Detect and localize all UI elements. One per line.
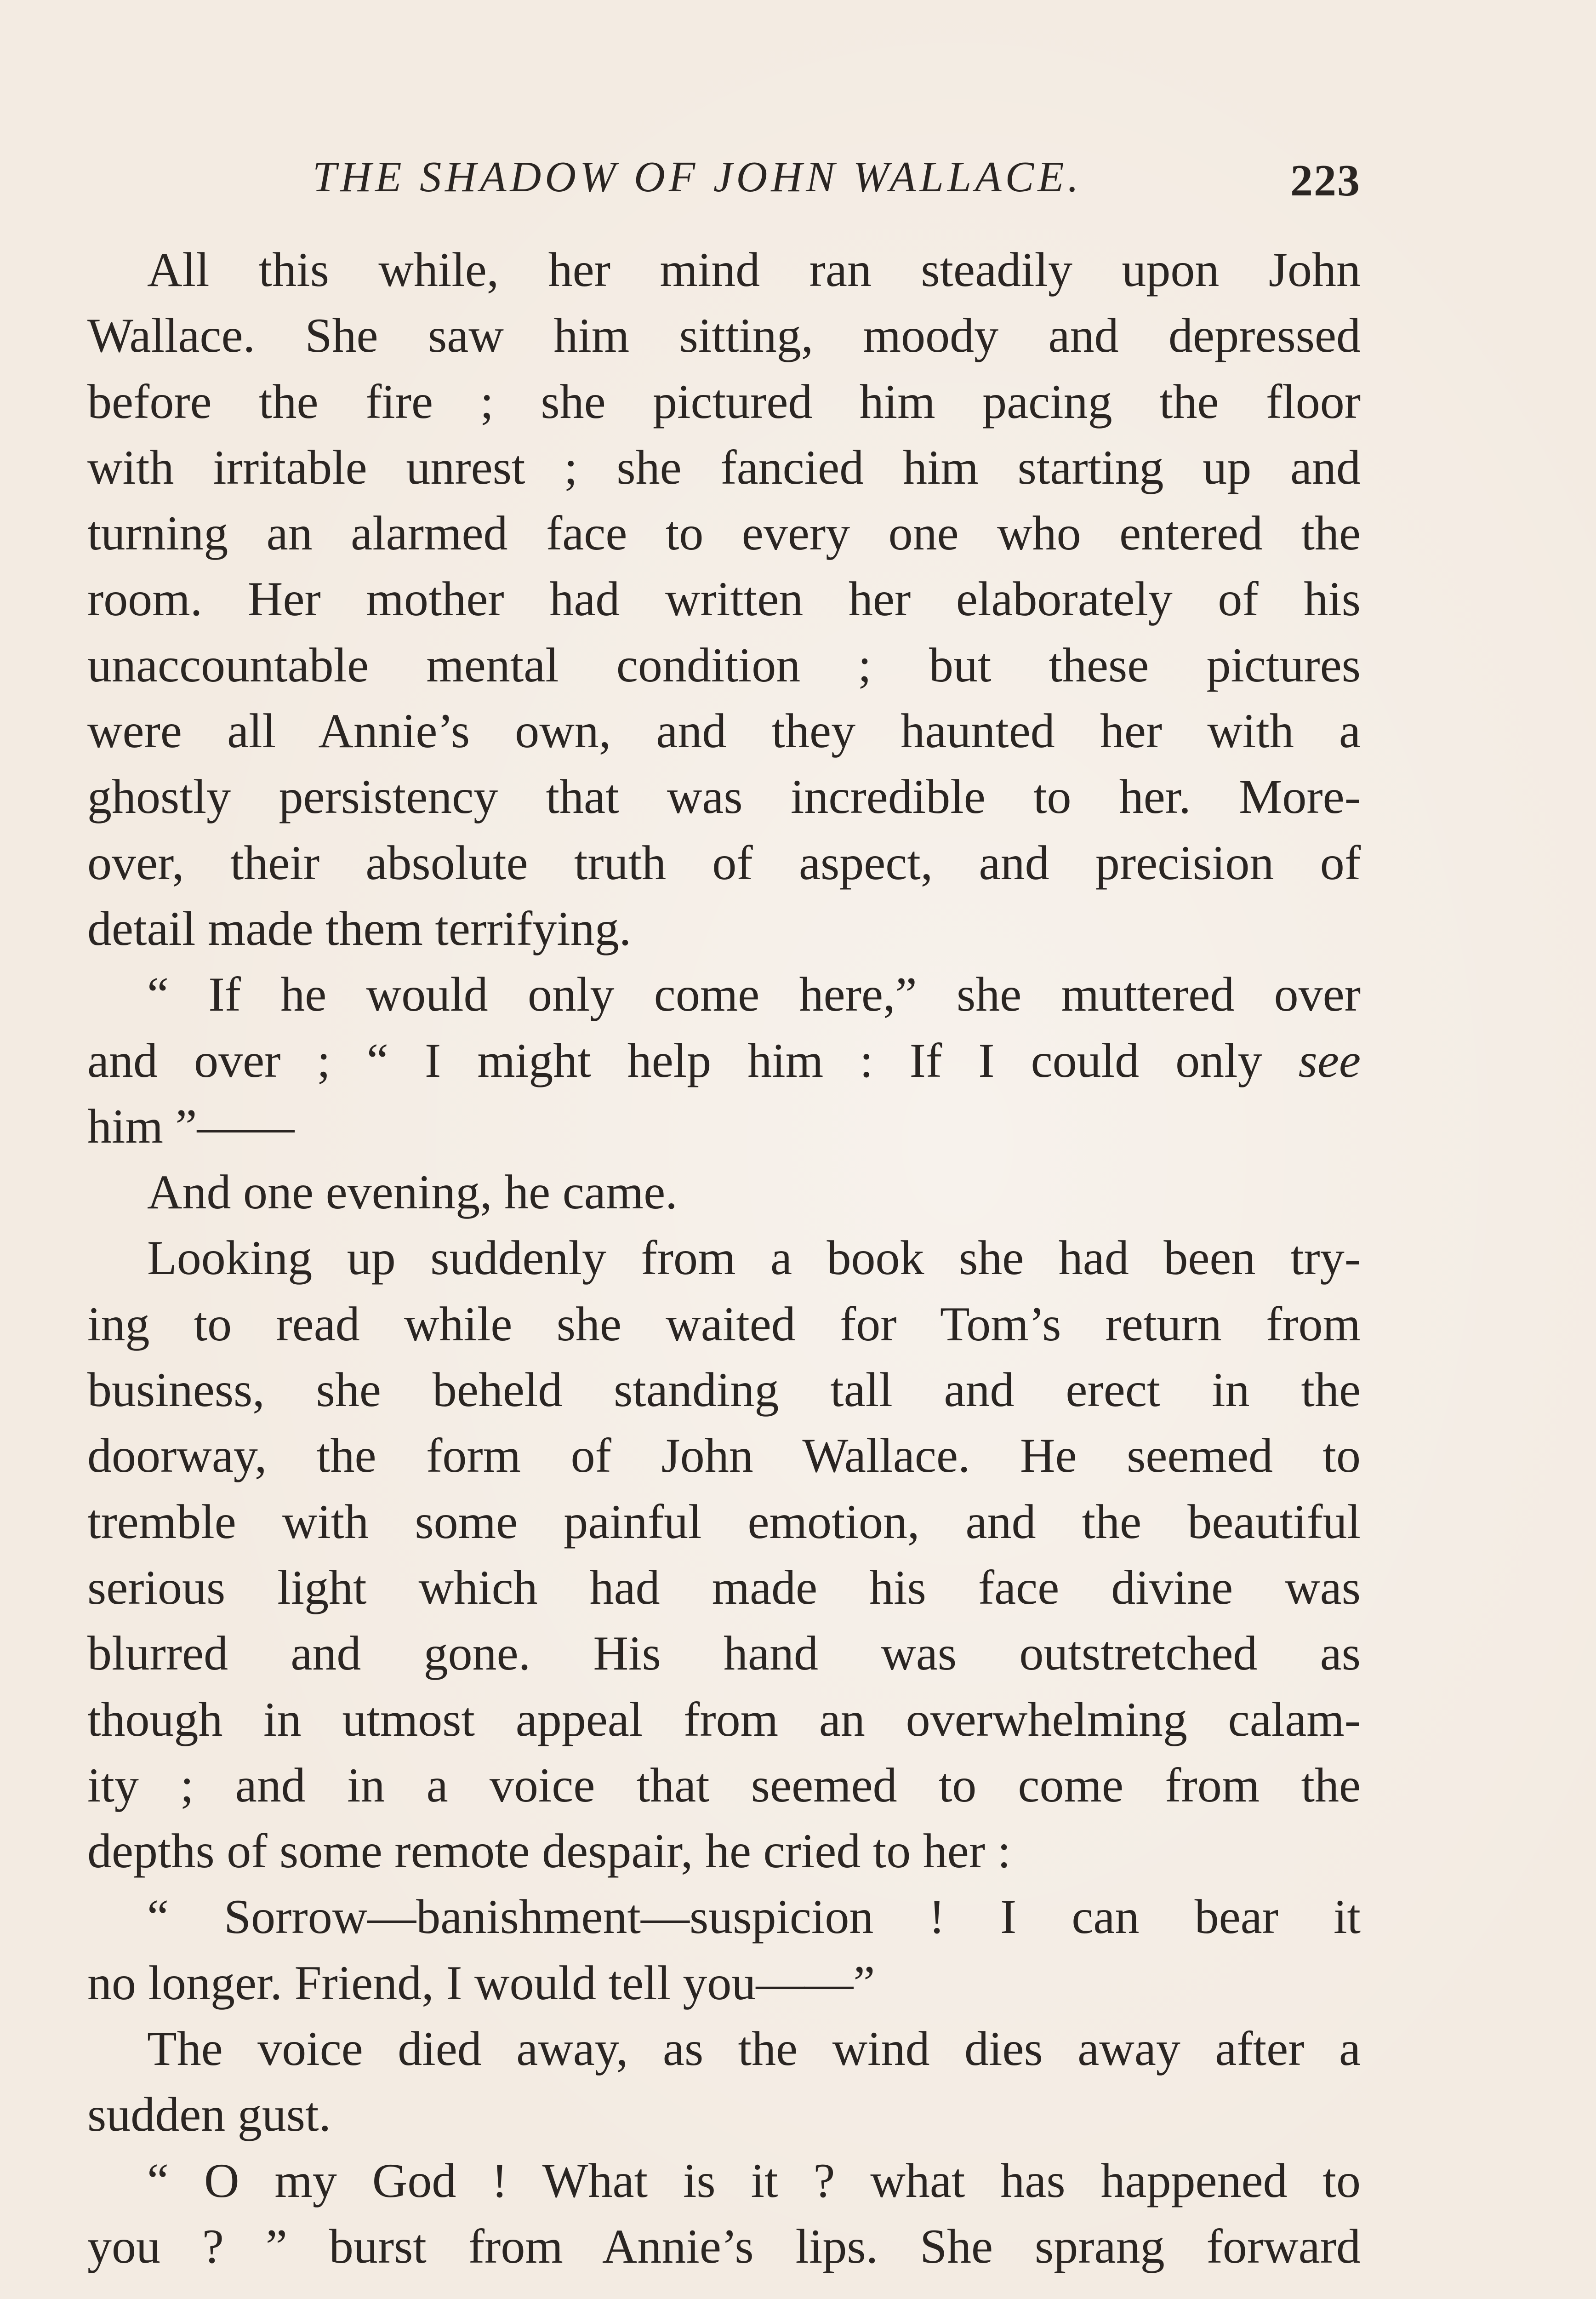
- text-line: though in utmost appeal from an overwhelming calam-: [87, 1692, 1361, 1746]
- text-line: depths of some remote despair, he cried to her :: [87, 1824, 1011, 1878]
- text-line: him ”——: [87, 1099, 295, 1153]
- text-line: All this while, her mind ran steadily upon John: [147, 243, 1361, 297]
- text-line: turning an alarmed face to every one who entered the: [87, 506, 1361, 560]
- text-line: no longer. Friend, I would tell you——”: [87, 1956, 875, 2010]
- running-title: THE SHADOW OF JOHN WALLACE.: [313, 153, 1083, 201]
- text-line: tremble with some painful emotion, and the beautiful: [87, 1494, 1361, 1549]
- text-line: ghostly persistency that was incredible to her. More-: [87, 770, 1361, 824]
- text-line: were all Annie’s own, and they haunted her with a: [87, 704, 1361, 758]
- text-line: “ Sorrow—banishment—suspicion ! I can bear it: [147, 1890, 1361, 1944]
- text-line: The voice died away, as the wind dies away after a: [147, 2022, 1361, 2076]
- text-line: ity ; and in a voice that seemed to come from the: [87, 1758, 1361, 1812]
- text-line: over, their absolute truth of aspect, and precision of: [87, 835, 1361, 890]
- text-line: Wallace. She saw him sitting, moody and depressed: [87, 309, 1361, 363]
- text-line: unaccountable mental condition ; but these pictures: [87, 638, 1361, 692]
- text-line: sudden gust.: [87, 2087, 331, 2142]
- text-line: And one evening, he came.: [147, 1165, 678, 1219]
- text-line: Looking up suddenly from a book she had been try-: [147, 1231, 1361, 1285]
- text-line: “ If he would only come here,” she muttered over: [147, 967, 1361, 1022]
- text-line: detail made them terrifying.: [87, 901, 632, 955]
- text-line: and over ; “ I might help him : If I could only see: [87, 1033, 1361, 1087]
- text-line: you ? ” burst from Annie’s lips. She sprang forward: [87, 2219, 1361, 2273]
- emphasis: see: [1298, 1033, 1361, 1087]
- text-line: “ O my God ! What is it ? what has happened to: [147, 2153, 1361, 2207]
- body-text: [87, 237, 1361, 2279]
- text-line: with irritable unrest ; she fancied him starting up and: [87, 440, 1361, 494]
- page-number: 223: [1290, 156, 1361, 206]
- text-line: room. Her mother had written her elaborately of his: [87, 572, 1361, 626]
- text-line: serious light which had made his face divine was: [87, 1560, 1361, 1614]
- running-head: [87, 147, 1361, 216]
- text-line: blurred and gone. His hand was outstretched as: [87, 1626, 1361, 1681]
- text-line: before the fire ; she pictured him pacing the floor: [87, 374, 1361, 429]
- text-line: business, she beheld standing tall and erect in the: [87, 1363, 1361, 1417]
- text-line: doorway, the form of John Wallace. He seemed to: [87, 1429, 1361, 1483]
- text-line: ing to read while she waited for Tom’s return from: [87, 1297, 1361, 1351]
